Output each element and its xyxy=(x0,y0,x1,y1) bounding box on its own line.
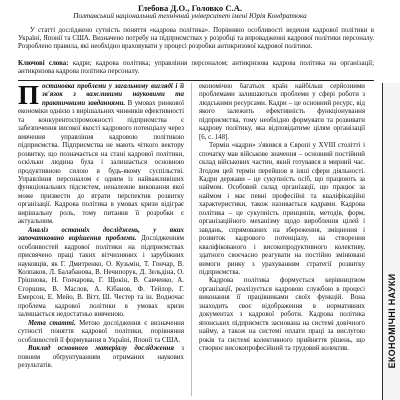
section-label: ЕКОНОМІЧНІ НАУКИ xyxy=(387,273,397,369)
header-divider xyxy=(18,80,374,81)
section-lead-main: Виклад основного матеріалу дослідження xyxy=(28,345,174,353)
paper-abstract: У статті досліджено сутність поняття «кадрова політика». Порівняно особливості ведення кадрової політики в Україні, Японії та США. Визначено потребу на підприємствах у розробці та впровадженні кадрової політики персоналу. Розроблено правила, які необхідно враховувати у процесі розробки антикризової кадрової політики. xyxy=(18,27,374,51)
paragraph-text: Метою дослідження є визначення сутності поняття кадрової політики, порівняння особливостей її формування в Україні, Японії та США. xyxy=(18,319,184,344)
section-lead-goal: Мета статті. xyxy=(28,319,76,327)
keywords-label: Ключові слова: xyxy=(18,60,69,67)
section-lead-problem: остановка проблеми у загальному вигляді і її зв'язок з важливими науковими та практичними завданнями. xyxy=(42,83,184,107)
drop-cap: П xyxy=(18,83,40,110)
literature-paragraph xyxy=(18,227,184,320)
goal-paragraph xyxy=(18,320,184,345)
paper-keywords xyxy=(18,60,374,76)
paragraph: економічно багатьох країн найбільш серйозними проблемами залишаються проблеми у сфері роботи з людськими ресурсами. Кадри – це основний ресурс, від якого залежить ефективність функціонування підприємства, тому необхідно формувати та розвивати кадрову політику, яка відповідатиме цілям організації [6, с. 148]. xyxy=(199,83,365,141)
paper-authors: Глебова Д.О., Головко С.А. xyxy=(137,3,243,13)
column-separator xyxy=(191,83,192,396)
main-material-paragraph xyxy=(18,345,184,370)
keywords-text: кадри; кадрова політика; управління персоналом; антикризова кадрова політика на організації; антикризова кадрова політика персоналу. xyxy=(18,60,374,76)
intro-paragraph xyxy=(18,83,184,227)
section-lead-analysis: Аналіз останніх досліджень, у яких започатковано вирішення проблеми. xyxy=(18,226,184,243)
paragraph-text: Дослідженням особливостей кадрової політики на підприємствах присвячено праці таких вітчизняних і зарубіжних науковців, як Г. Дмитренко, О. Кузьмін, Т. Гончар, В. Колпаков, Л. Балабанова, В. Нечипорук, Д. Зельдіна, О. Грішнова, Н. Гончарова, Г. Щокін, В. Савченко, А. Єгоршин, В. Маслов, А. Кібанов, Ф. Тейлор, Г. Емерсон, Е. Мейо, В. Вітт, Ш. Честер та ін. Водночас проблема кадрової політики в умовах кризи залишається недостатньо вивченою. xyxy=(18,235,184,319)
paragraph: Кадрова політика формується керівництвом організації, реалізується кадровою службою в процесі виконання її працівниками своїх функцій. Вона знаходить своє відображення в нормативних документах з кадрової роботи. Кадрова політика японських підприємств заснована на системі довічного найму, а також на системі оплати праці за вислугою років та системі колективного прийняття рішень, що створює високопрофесійний та трудовий колектив. xyxy=(199,277,365,353)
column-right xyxy=(199,83,365,396)
paper-affiliation: Полтавський національний технічний університет імені Юрія Кондратюка xyxy=(73,12,307,20)
paragraph-text: з повним обґрунтуванням отриманих наукових результатів. xyxy=(18,345,184,369)
paragraph-text: В умовах ринкової економіки однією з вирішальних чинників ефективності та конкурентоспроможності підприємства є забезпечення високої якості кадрового потенціалу через вивчення управління кадровою політикою підприємства. Підприємства не мають чіткого вектору розвитку, що позначається на стані кадрової політики, оскільки людина була і залишається основною продуктивною силою в будь-якому суспільстві. Управління персоналом є одним із найважливіших функціональних підсистем, неналежне виконання якої може призвести до втрати перспектив розвитку організації. Кадрова політика в умовах кризи відіграє вирішальну роль, тому питання її розробки є актуальним. xyxy=(18,99,184,226)
paragraph: Термін «кадри» з'явився в Європі у XVIII столітті і спочатку мав військове значення – основний постійний склад військових частин, який готувався в мирний час. Згодом цей термін перейшов в інші сфери діяльності. Кадри держави – це сукупність осіб, що працюють за наймом. Особовий склад організації, що працює за наймом і має певні професійні та кваліфікаційні характеристики, також називається кадрами. Кадрова політика – це сукупність принципів, методів, форм, організаційного механізму щодо вироблення цілей і завдань, спрямованих на збереження, зміцнення і розвиток кадрового потенціалу, на створення кваліфікованого і високопродуктивного колективу, здатного своєчасно реагувати на постійно змінювані вимоги ринку з урахуванням стратегії розвитку підприємства. xyxy=(199,142,365,276)
column-left xyxy=(18,83,184,396)
section-side-tab xyxy=(382,83,400,400)
